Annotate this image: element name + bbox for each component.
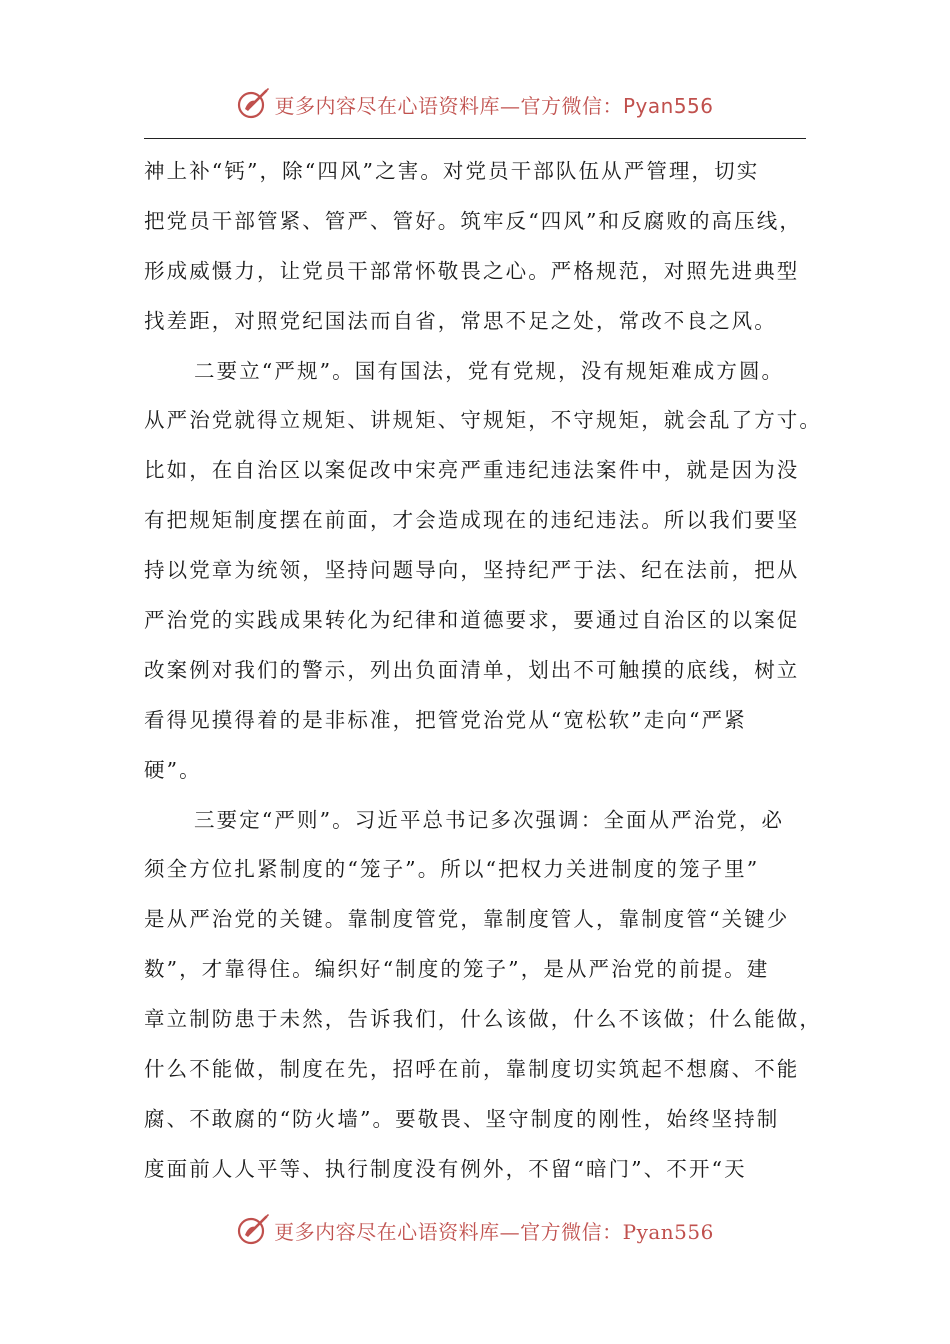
- body-line: 把党员干部管紧、管严、管好。筑牢反“四风”和反腐败的高压线，: [144, 208, 802, 233]
- body-line: 腐、不敢腐的“防火墙”。要敬畏、坚守制度的刚性，始终坚持制: [144, 1106, 780, 1131]
- footer-watermark-text: 更多内容尽在心语资料库—官方微信：Pyan556: [274, 1219, 714, 1244]
- body-line: 形成威慑力，让党员干部常怀敬畏之心。严格规范，对照先进典型: [144, 258, 800, 283]
- body-line: 硬”。: [144, 757, 202, 782]
- body-line: 找差距，对照党纪国法而自省，常思不足之处，常改不良之风。: [144, 308, 777, 333]
- paragraph-start-line: 二要立“严规”。国有国法，党有党规，没有规矩难成方圆。: [194, 358, 785, 383]
- body-line: 是从严治党的关键。靠制度管党，靠制度管人，靠制度管“关键少: [144, 907, 790, 932]
- body-line: 有把规矩制度摆在前面，才会造成现在的违纪违法。所以我们要坚: [144, 508, 800, 533]
- body-line: 须全方位扎紧制度的“笼子”。所以“把权力关进制度的笼子里”: [144, 857, 760, 882]
- body-line: 章立制防患于未然，告诉我们，什么该做，什么不该做；什么能做，: [144, 1007, 822, 1032]
- body-line: 什么不能做，制度在先，招呼在前，靠制度切实筑起不想腐、不能: [144, 1057, 800, 1082]
- header-watermark-text: 更多内容尽在心语资料库—官方微信：Pyan556: [274, 93, 714, 118]
- body-line: 神上补“钙”，除“四风”之害。对党员干部队伍从严管理，切实: [144, 159, 760, 183]
- body-line: 改案例对我们的警示，列出负面清单，划出不可触摸的底线，树立: [144, 657, 800, 682]
- body-line: 看得见摸得着的是非标准，把管党治党从“宽松软”走向“严紧: [144, 707, 747, 732]
- body-line: 度面前人人平等、执行制度没有例外，不留“暗门”、不开“天: [144, 1156, 747, 1181]
- body-line: 数”，才靠得住。编织好“制度的笼子”，是从严治党的前提。建: [144, 957, 770, 982]
- body-line: 持以党章为统领，坚持问题导向，坚持纪严于法、纪在法前，把从: [144, 558, 800, 583]
- footer-watermark: [0, 1208, 950, 1252]
- body-line: 比如，在自治区以案促改中宋亮严重违纪违法案件中，就是因为没: [144, 458, 800, 483]
- body-line: 从严治党就得立规矩、讲规矩、守规矩，不守规矩，就会乱了方寸。: [144, 408, 822, 433]
- paragraph-start-line: 三要定“严则”。习近平总书记多次强调：全面从严治党，必: [194, 807, 785, 832]
- pen-seal-icon: [236, 87, 270, 121]
- pen-seal-icon: [236, 1213, 270, 1247]
- body-line: 严治党的实践成果转化为纪律和道德要求，要通过自治区的以案促: [144, 608, 800, 633]
- header-watermark: [0, 82, 950, 126]
- header-rule: [144, 138, 806, 139]
- document-body: [144, 147, 822, 1195]
